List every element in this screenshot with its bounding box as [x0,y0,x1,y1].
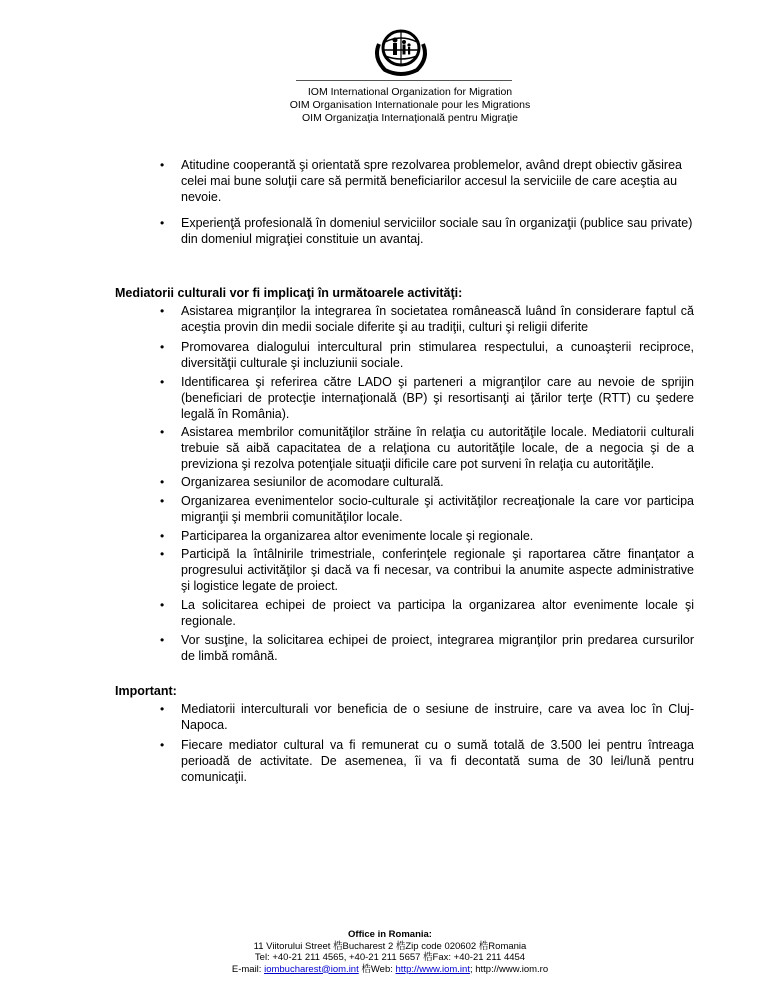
list-item: Atitudine cooperantă şi orientată spre rezolvarea problemelor, având drept obiectiv găsirea celei mai bune soluţii care să permită beneficiarilor accesul la serviciile de care aceştia au nevoie. [181,158,682,204]
footer-phones: Tel: +40-21 211 4565, +40-21 211 5657 梏Fax: +40-21 211 4454 [254,952,526,963]
bullet-marker: • [160,475,165,489]
org-name-en: IOM International Organization for Migration [307,86,513,98]
bullet-marker: • [160,425,165,439]
list-item: Promovarea dialogului intercultural prin stimularea respectului, a cunoaşterii reciproce, diversităţii culturale şi incluziunii sociale. [181,340,694,370]
bullet-marker: • [160,340,165,354]
bullet-marker: • [160,304,165,318]
list-item: Identificarea şi referirea către LADO şi parteneri a migranţilor care au nevoie de sprijin (beneficiari de protecţie internaţională (BP) şi resortisanţi ai ţărilor terţe (RTT) cu şedere legală în România). [181,375,694,421]
footer-address: 11 Viitorului Street 梏Bucharest 2 梏Zip code 020602 梏Romania [253,940,527,952]
website-link[interactable]: http://www.iom.int [395,963,470,975]
bullet-marker: • [160,702,165,716]
bullet-marker: • [160,598,165,612]
organization-names [250,86,570,125]
bullet-marker: • [160,216,165,230]
list-item: Participă la întâlnirile trimestriale, conferinţele regionale şi raportarea către finanţator a progresului activităţilor şi dacă va fi necesar, va contribui la anumite aspecte administrative şi logistice legate de proiect. [181,547,694,593]
list-item: Fiecare mediator cultural va fi remunerat cu o sumă totală de 3.500 lei pentru întreaga perioadă de activitate. De asemenea, îi va fi decontată suma de 30 lei/lună pentru comunicaţii. [181,738,694,784]
list-item: Asistarea membrilor comunităţilor străine în relaţia cu autorităţile locale. Mediatorii culturali trebuie să aibă capacitatea de a relaţiona cu autorităţile locale, de a negocia şi de a previziona şi rezolva potenţiale situaţii dificile care pot surveni în relaţia cu autorităţile. [181,425,694,471]
important-heading: Important: [115,684,177,698]
web-label: 梏Web: [358,963,396,975]
list-item: Vor susţine, la solicitarea echipei de proiect, integrarea migranţilor prin predarea cursurilor de limbă română. [181,633,694,663]
list-item: Experienţă profesională în domeniul serviciilor sociale sau în organizaţii (publice sau private) din domeniul migraţiei constituie un avantaj. [181,216,693,246]
list-item: Mediatorii interculturali vor beneficia de o sesiune de instruire, care va avea loc în Cluj-Napoca. [181,702,694,732]
email-link[interactable]: iombucharest@iom.int [264,963,359,975]
footer [180,929,600,975]
bullet-marker: • [160,158,165,172]
list-item: Organizarea sesiunilor de acomodare culturală. [181,475,444,489]
header-rule [296,80,512,81]
activities-heading: Mediatorii culturali vor fi implicaţi în următoarele activităţi: [115,286,463,300]
org-name-ro: OIM Organizaţia Internaţională pentru Migraţie [302,112,518,124]
bullet-marker: • [160,738,165,752]
bullet-marker: • [160,375,165,389]
iom-logo-icon [371,22,435,82]
bullet-marker: • [160,547,165,561]
bullet-marker: • [160,529,165,543]
list-item: Participarea la organizarea altor evenimente locale şi regionale. [181,529,534,543]
email-label: E-mail: [231,963,265,975]
bullet-marker: • [160,494,165,508]
footer-title: Office in Romania: [348,929,432,940]
list-item: La solicitarea echipei de proiect va participa la organizarea altor evenimente locale şi regionale. [181,598,694,628]
list-item: Organizarea evenimentelor socio-culturale şi activităţilor recreaţionale la care vor participa migranţii şi membrii comunităţilor locale. [181,494,694,524]
footer-contact-line [180,964,600,976]
list-item: Asistarea migranţilor la integrarea în societatea românească luând în considerare faptul că aceştia provin din medii sociale diferite şi au tradiţii, culturi şi religii diferite [181,304,694,334]
org-name-fr: OIM Organisation Internationale pour les Migrations [289,99,531,111]
web-secondary: ; http://www.iom.ro [469,963,549,975]
bullet-marker: • [160,633,165,647]
